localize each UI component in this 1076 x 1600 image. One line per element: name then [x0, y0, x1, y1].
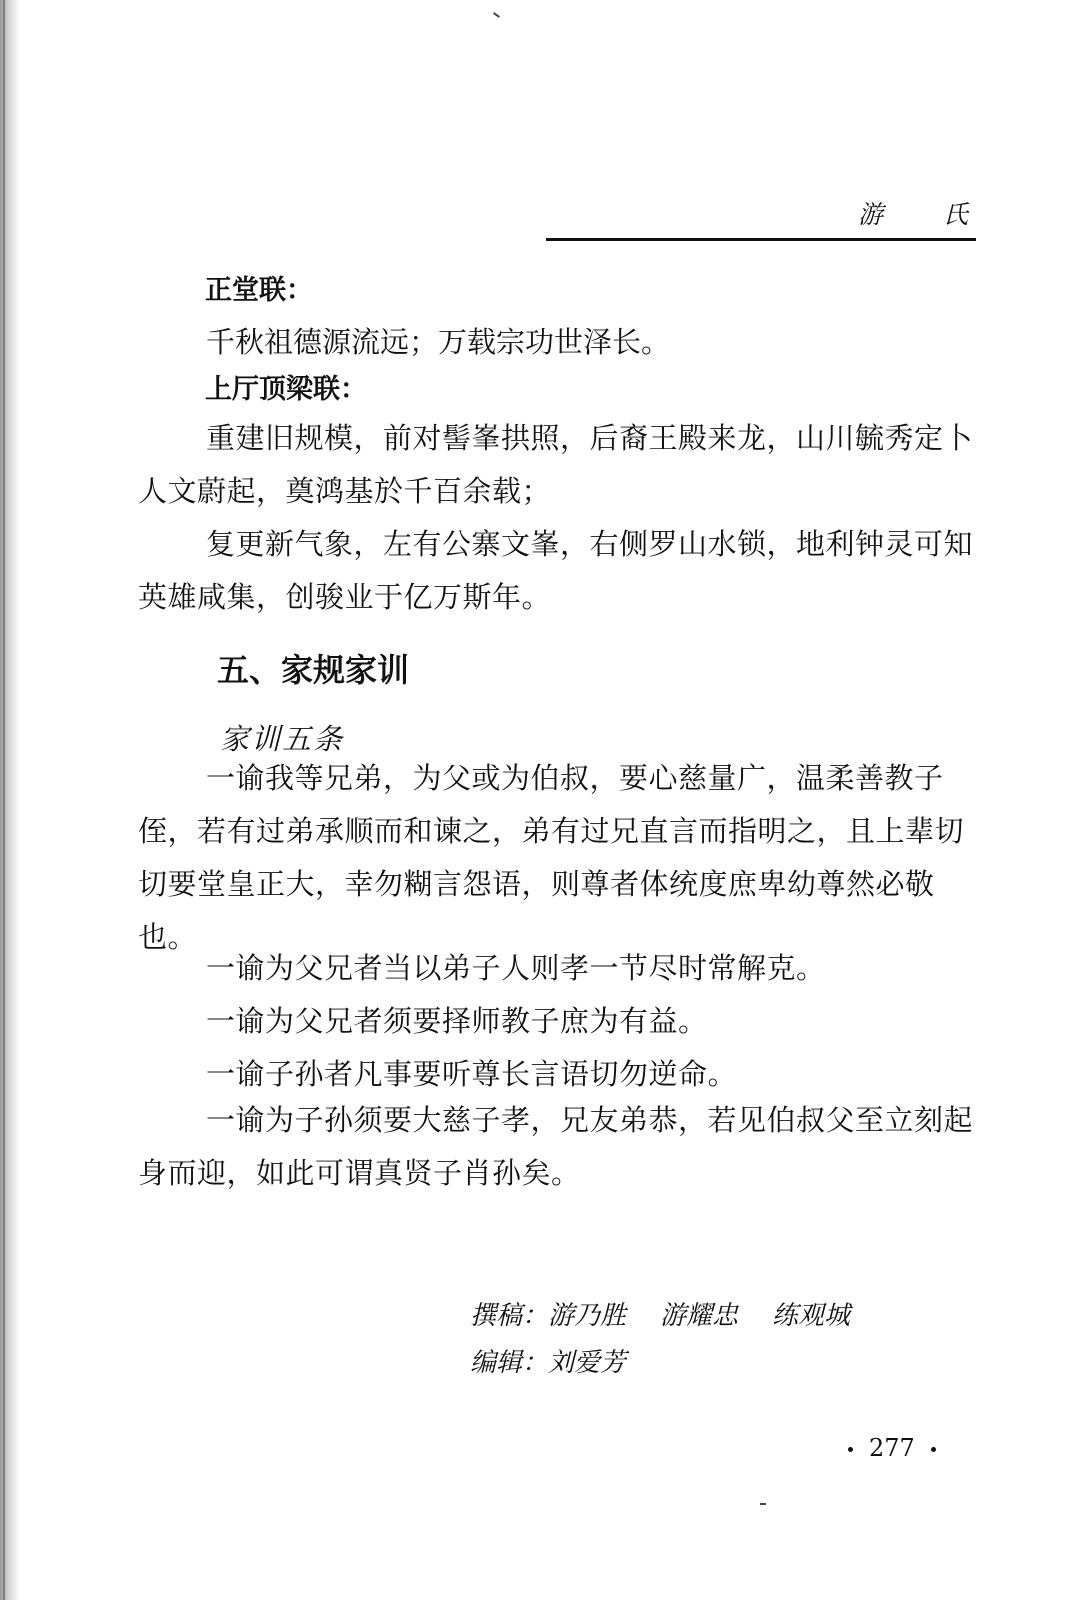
- editor-name: 刘爱芳: [548, 1348, 627, 1378]
- couplet-heading-main-hall: 正堂联：: [205, 275, 313, 306]
- precept-paragraph: 一谕子孙者凡事要听尊长言语切勿逆命。: [206, 1057, 738, 1091]
- writers-credit: [470, 1295, 850, 1332]
- bullet-dot: [931, 1447, 936, 1452]
- subsection-title: 家训五条: [220, 722, 345, 756]
- precept-paragraph: 一谕为父兄者须要择师教子庶为有益。: [206, 1004, 708, 1038]
- scan-speck: [760, 1503, 766, 1505]
- header-rule: [546, 238, 976, 241]
- section-title: 五、家规家训: [217, 651, 410, 689]
- scan-speck: [493, 12, 500, 18]
- bullet-dot: [848, 1447, 853, 1452]
- couplet-line: 千秋祖德源流远；万载宗功世泽长。: [206, 325, 671, 359]
- editor-credit: [470, 1342, 626, 1379]
- couplet-heading-beam: 上厅顶梁联：: [205, 374, 367, 405]
- writer-name: 练观城: [772, 1301, 851, 1331]
- writer-name: 游耀忠: [660, 1301, 739, 1331]
- writer-name: 游乃胜: [548, 1301, 627, 1331]
- couplet-paragraph: 复更新气象，左有公寨文峯，右侧罗山水锁，地利钟灵可知英雄咸集，创骏业于亿万斯年。: [138, 527, 974, 614]
- couplet-paragraph: 重建旧规模，前对髻峯拱照，后裔王殿来龙，山川毓秀定卜人文蔚起，奠鸿基於千百余载；: [138, 421, 974, 508]
- precept-paragraph: 一谕我等兄弟，为父或为伯叔，要心慈量广，温柔善教子侄，若有过弟承顺而和谏之，弟有过兄直言而指明之，且上辈切切要堂皇正大，幸勿糊言怨语，则尊者体统度庶卑幼尊然必敬也。: [138, 761, 965, 954]
- header-title: 游 氏: [858, 200, 994, 229]
- precept-paragraph: 一谕为父兄者当以弟子人则孝一节尽时常解克。: [206, 951, 826, 985]
- page-number-value: 277: [869, 1434, 915, 1462]
- scan-edge-line: [3, 0, 5, 1600]
- page-number: [832, 1434, 952, 1462]
- writers-label: 撰稿：: [470, 1301, 549, 1331]
- editor-label: 编辑：: [470, 1348, 549, 1378]
- precept-paragraph: 一谕为子孙须要大慈子孝，兄友弟恭，若见伯叔父至立刻起身而迎，如此可谓真贤子肖孙矣。: [138, 1103, 974, 1190]
